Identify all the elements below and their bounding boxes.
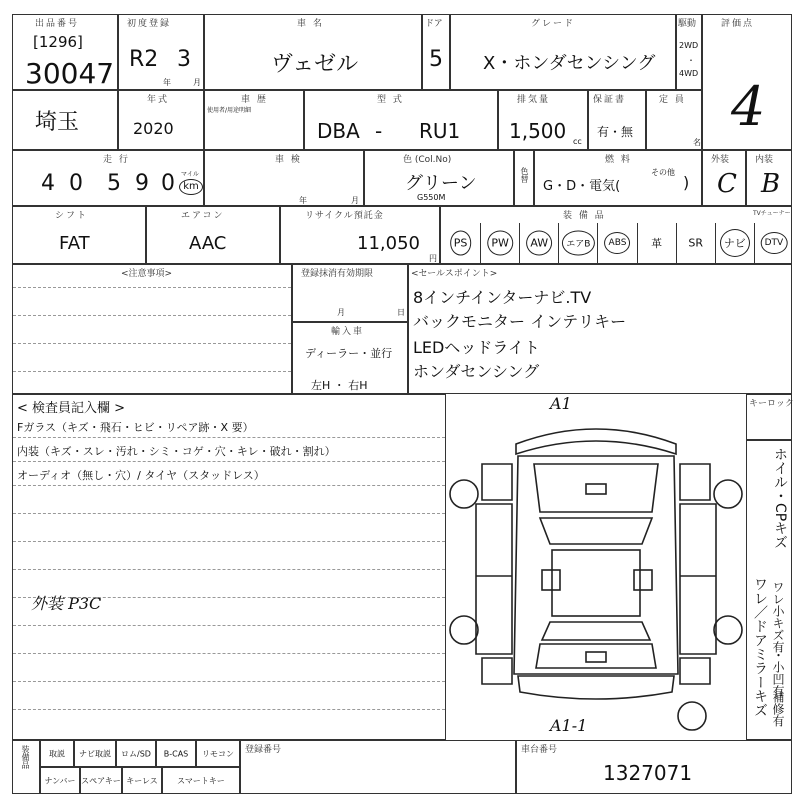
month-unit: 月 <box>193 78 201 87</box>
sales-point: ホンダセンシング <box>413 362 540 381</box>
mileage-digit: 0 <box>161 171 175 196</box>
inspector-handwriting: 外装 P3C <box>31 594 102 613</box>
aircon-label: エアコン <box>181 211 225 221</box>
interior-cell <box>746 150 792 206</box>
color: グリーン <box>405 173 477 194</box>
mileage-digit: 4 <box>41 171 55 196</box>
equipment-item <box>441 223 480 263</box>
equipment-label: エアB <box>562 231 594 256</box>
footer-item <box>80 767 122 794</box>
equipment-list <box>441 223 793 263</box>
footer-items-label-cell <box>12 740 40 794</box>
fuel-close: ) <box>683 173 690 192</box>
equipment-item <box>676 223 715 263</box>
color-code: G550M <box>417 193 446 202</box>
mileage-label: 走 行 <box>103 155 130 165</box>
side-note: ワレ小キズ有 <box>771 581 785 653</box>
footer-bottom-row <box>40 767 240 794</box>
type-cell <box>304 90 498 150</box>
recycle: 11,050 <box>357 233 420 254</box>
warranty-cell <box>588 90 646 150</box>
shaken-label: 車 検 <box>275 155 302 165</box>
shaken-month-unit: 月 <box>351 196 359 205</box>
equipment-label: SR <box>688 236 704 250</box>
car-outline <box>446 394 746 740</box>
inspection-cell <box>12 394 446 740</box>
doors: 5 <box>429 47 443 72</box>
reg-number-cell <box>240 740 516 794</box>
mileage-digit: 0 <box>69 171 83 196</box>
chassis-number: 1327071 <box>603 761 693 785</box>
warranty-label: 保証書 <box>593 95 627 105</box>
model-year: 2020 <box>133 119 174 138</box>
capacity-label: 定 員 <box>659 95 686 105</box>
drive-cell <box>676 14 702 90</box>
score: 4 <box>731 75 766 138</box>
fuel-other: その他 <box>651 168 675 177</box>
footer-item <box>74 740 116 767</box>
exterior-label: 外装 <box>711 155 730 165</box>
lot-sub: [1296] <box>33 33 83 51</box>
import-cell <box>292 322 408 394</box>
equipment-item <box>715 223 754 263</box>
recycle-cell <box>280 206 440 264</box>
fuel-cell <box>534 150 702 206</box>
footer-top-row <box>40 740 240 767</box>
inspection-line-interior: 内装（キズ・スレ・汚れ・シミ・コゲ・穴・キレ・破れ・割れ） <box>17 445 336 458</box>
reg-label: 登録抹消有効期限 <box>301 269 374 279</box>
footer-item <box>196 740 240 767</box>
equipment-label: ナビ <box>720 229 750 257</box>
shaken-year-unit: 年 <box>299 196 307 205</box>
type-dash: - <box>375 119 383 143</box>
sales-cell <box>408 264 792 394</box>
model-year-cell <box>118 90 204 150</box>
equipment-item <box>480 223 519 263</box>
footer-item-label: キーレス <box>126 776 158 785</box>
equipment-cell <box>440 206 792 264</box>
drive-label: 駆動 <box>678 19 697 29</box>
equipment-item <box>637 223 676 263</box>
lot-label: 出品番号 <box>35 19 80 29</box>
type-code: RU1 <box>419 119 461 143</box>
equipment-label: AW <box>526 231 552 256</box>
displacement-label: 排気量 <box>517 95 551 105</box>
reg-day-unit: 日 <box>397 308 405 317</box>
car-diagram <box>446 394 746 740</box>
side-note: ワレ／ドアミラーキズ <box>752 577 768 717</box>
equipment-label: 革 <box>651 237 663 250</box>
first-reg-cell <box>118 14 204 90</box>
cc-unit: cc <box>573 137 582 146</box>
footer-item-label: 取説 <box>49 749 65 758</box>
car-name-label: 車 名 <box>297 19 324 29</box>
steering: 左H ・ 右H <box>311 379 368 392</box>
score-label: 評価点 <box>721 19 755 29</box>
equipment-item <box>754 223 793 263</box>
sales-point: LEDヘッドライト <box>413 338 540 357</box>
inspection-line-glass: Fガラス（キズ・飛石・ヒビ・リペア跡・X 要） <box>17 421 254 434</box>
exterior: C <box>717 169 737 199</box>
first-reg-label: 初度登録 <box>127 19 172 29</box>
footer-item-label: スペアキー <box>81 776 121 785</box>
dealer: ディーラー・並行 <box>305 347 393 360</box>
footer-item-label: B-CAS <box>163 749 189 758</box>
key-lock-cell <box>746 394 792 440</box>
type-prefix: DBA <box>317 119 360 143</box>
equipment-label: PW <box>487 231 513 256</box>
warranty: 有・無 <box>597 125 634 139</box>
footer-item <box>156 740 196 767</box>
fuel: G・D・電気( <box>543 179 621 194</box>
footer-item <box>40 740 74 767</box>
footer-items-label: 装備品 <box>21 745 30 769</box>
equipment-item <box>597 223 636 263</box>
mileage-cell <box>12 150 204 206</box>
chassis-label: 車台番号 <box>521 745 558 755</box>
first-reg-era: R2 <box>129 47 159 72</box>
drive-2wd: 2WD <box>679 41 699 50</box>
shift: FAT <box>59 233 90 254</box>
side-note: ホイル・CPキズ <box>772 447 788 550</box>
reg-expiry-cell <box>292 264 408 322</box>
side-note: ・小凹有 <box>771 649 785 697</box>
tuner-label: TVチューナー <box>753 210 791 217</box>
caution-cell <box>12 264 292 394</box>
side-notes-cell <box>746 440 792 740</box>
aircon-cell <box>146 206 280 264</box>
interior: B <box>761 169 781 199</box>
inspection-line-audio: オーディオ（無し・穴）/ タイヤ（スタッドレス） <box>17 469 265 482</box>
sales-point: 8インチインターナビ.TV <box>413 288 592 307</box>
footer-item <box>40 767 80 794</box>
doors-label: ドア <box>425 19 443 29</box>
car-name-cell <box>204 14 422 90</box>
footer-item-label: ロム/SD <box>121 749 151 758</box>
region: 埼玉 <box>35 110 80 135</box>
color-label: 色 (Col.No) <box>403 155 452 165</box>
damage-mark-rear: A1-1 <box>550 716 588 735</box>
first-reg-month: 3 <box>177 47 191 72</box>
inspection-title: < 検査員記入欄 > <box>17 401 126 416</box>
warning-cell <box>204 90 304 150</box>
color-change-cell <box>514 150 534 206</box>
chassis-cell <box>516 740 792 794</box>
drive-dot: ・ <box>687 56 695 65</box>
aircon: AAC <box>189 233 227 254</box>
damage-mark-front: A1 <box>550 394 572 413</box>
model-year-label: 年式 <box>147 95 170 105</box>
color-cell <box>364 150 514 206</box>
footer-item-label: スマートキー <box>177 776 225 785</box>
displacement: 1,500 <box>509 119 567 143</box>
reg-number-label: 登録番号 <box>245 745 282 755</box>
recycle-label: リサイクル預託金 <box>305 211 384 221</box>
color-change: 色替 <box>520 167 529 183</box>
side-note: 補修有 <box>771 691 785 727</box>
car-name: ヴェゼル <box>271 52 359 77</box>
footer-item-label: リモコン <box>202 749 234 758</box>
exterior-cell <box>702 150 746 206</box>
equipment-item <box>558 223 597 263</box>
equip-label: 装 備 品 <box>563 211 606 221</box>
mileage-digit: 9 <box>135 171 149 196</box>
score-cell <box>702 14 792 150</box>
lot-number: 30047 <box>25 57 115 90</box>
fuel-label: 燃 料 <box>605 155 632 165</box>
equipment-label: DTV <box>761 232 788 254</box>
doors-cell <box>422 14 450 90</box>
footer-item <box>116 740 156 767</box>
footer-item-label: ナビ取説 <box>79 749 111 758</box>
caution-label: <注意事項> <box>121 269 173 279</box>
lot-cell <box>12 14 118 90</box>
sales-point: バックモニター インテリキー <box>413 312 627 331</box>
footer-item <box>162 767 240 794</box>
capacity-unit: 名 <box>693 138 701 147</box>
mileage-unit: km <box>179 179 203 195</box>
region-cell <box>12 90 118 150</box>
equipment-label: ABS <box>605 232 631 254</box>
equipment-label: PS <box>450 231 472 256</box>
type-label: 型 式 <box>377 95 404 105</box>
import-label: 輸入車 <box>331 327 365 337</box>
displacement-cell <box>498 90 588 150</box>
drive-4wd: 4WD <box>679 69 699 78</box>
warning-label: 車 歴 <box>241 95 268 105</box>
recycle-unit: 円 <box>429 254 437 263</box>
capacity-cell <box>646 90 702 150</box>
grade-label: グレード <box>531 19 576 29</box>
footer-item-label: ナンバー <box>44 776 76 785</box>
grade: X・ホンダセンシング <box>483 53 656 74</box>
footer-item <box>122 767 162 794</box>
mileage-digit: 5 <box>107 171 121 196</box>
equipment-item <box>519 223 558 263</box>
warning-sub: 使用者/用途明細 <box>207 107 252 114</box>
reg-month-unit: 月 <box>337 308 345 317</box>
shaken-cell <box>204 150 364 206</box>
interior-label: 内装 <box>755 155 774 165</box>
key-lock-label: キーロック <box>749 399 794 409</box>
mileage-unit-top: マイル <box>181 171 199 178</box>
sales-label: <セールスポイント> <box>411 269 498 279</box>
shift-cell <box>12 206 146 264</box>
shift-label: シフト <box>55 211 89 221</box>
grade-cell <box>450 14 676 90</box>
year-unit: 年 <box>163 78 171 87</box>
